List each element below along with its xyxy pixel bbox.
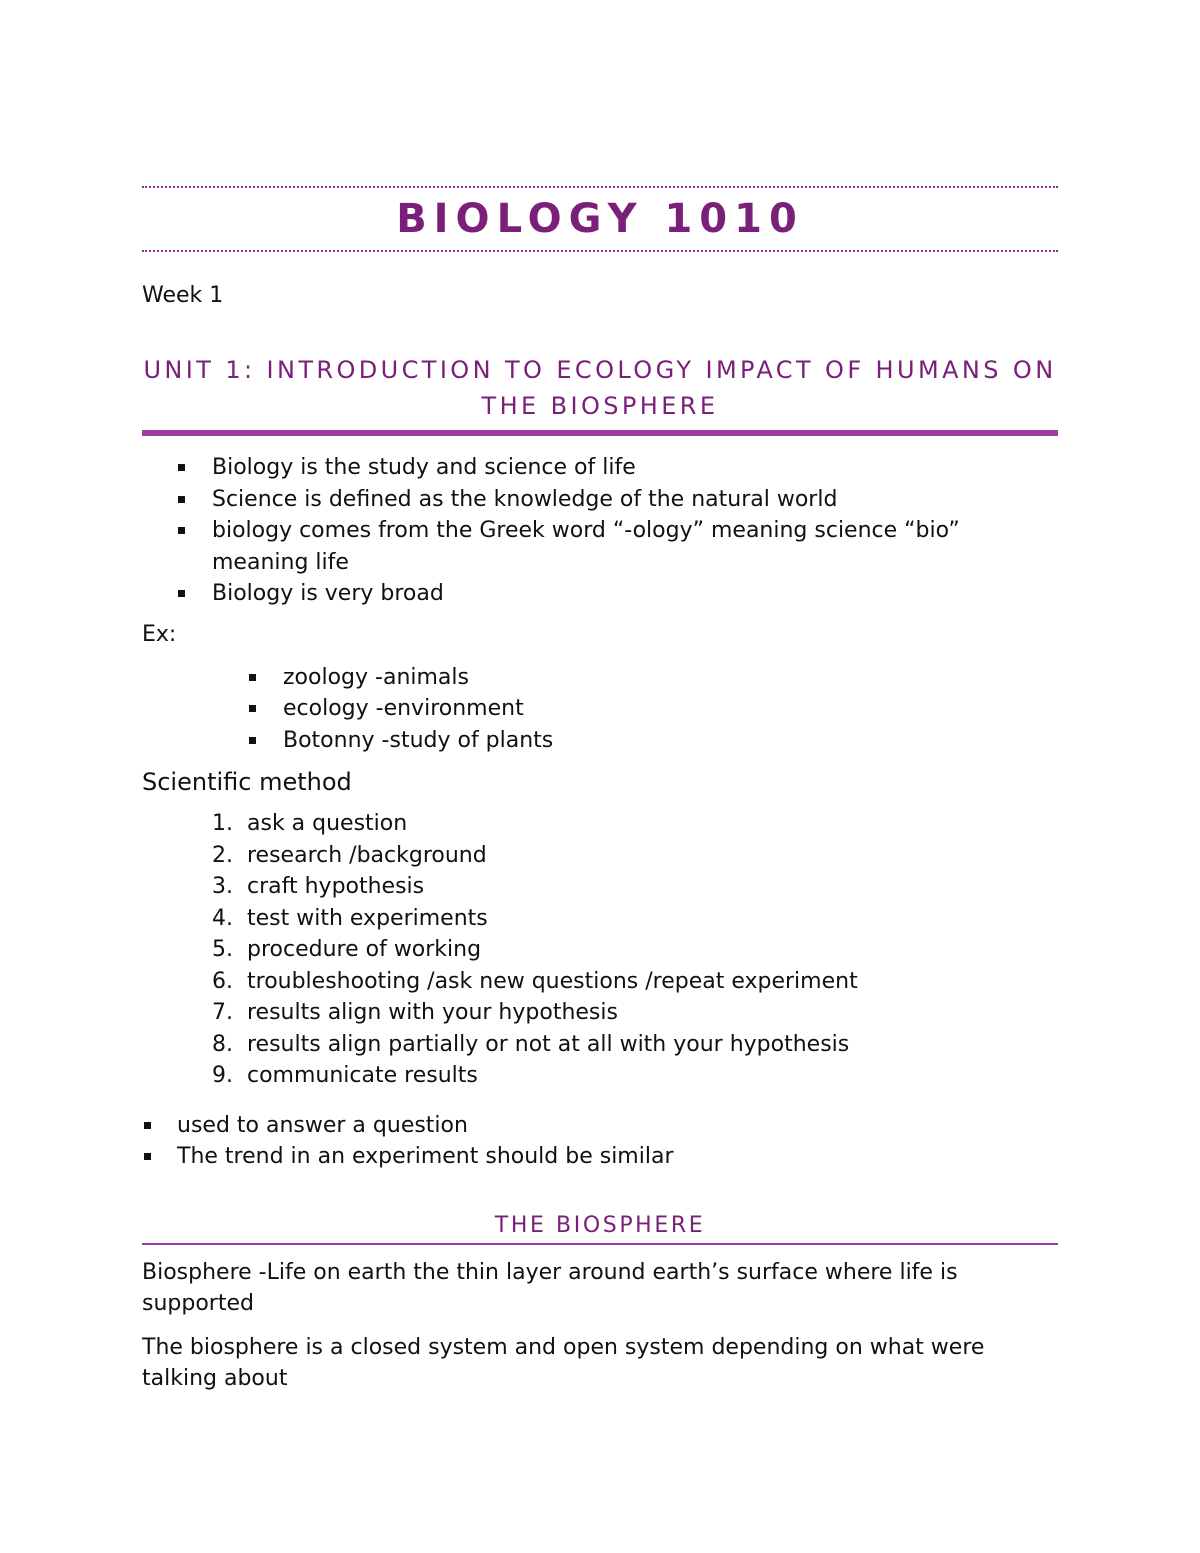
list-item: used to answer a question — [142, 1110, 1058, 1142]
step-text: results align with your hypothesis — [247, 1000, 618, 1025]
step-number: 7. — [212, 1000, 233, 1025]
method-notes-list — [142, 1110, 1058, 1173]
step-number: 9. — [212, 1063, 233, 1088]
list-item: ecology -environment — [142, 693, 1058, 725]
list-item: The trend in an experiment should be similar — [142, 1141, 1058, 1173]
step-number: 4. — [212, 905, 233, 931]
examples-label: Ex: — [142, 621, 177, 647]
step-text: test with experiments — [247, 905, 488, 931]
week-label: Week 1 — [142, 283, 224, 308]
list-item — [142, 966, 1058, 998]
list-item — [142, 840, 1058, 872]
list-item — [142, 997, 1058, 1029]
scientific-method-steps — [142, 808, 1058, 1092]
step-number: 8. — [212, 1031, 233, 1057]
step-text: procedure of working — [247, 937, 482, 962]
list-item — [142, 808, 1058, 840]
document-page — [142, 186, 1058, 1395]
list-item — [142, 1029, 1058, 1061]
title-bottom-rule — [142, 250, 1058, 252]
step-number: 2. — [212, 842, 233, 868]
step-number: 3. — [212, 874, 233, 899]
biosphere-paragraph: Biosphere -Life on earth the thin layer around earth’s surface where life is supported — [142, 1259, 958, 1316]
list-item: zoology -animals — [142, 662, 1058, 694]
list-item — [142, 903, 1058, 935]
step-text: research /background — [247, 842, 487, 868]
step-text: communicate results — [247, 1063, 478, 1088]
scientific-method-heading: Scientific method — [142, 768, 352, 796]
list-item — [142, 1060, 1058, 1092]
biosphere-heading: THE BIOSPHERE — [142, 1211, 1058, 1245]
list-item — [142, 934, 1058, 966]
examples-list — [142, 662, 1058, 757]
list-item: Science is defined as the knowledge of the natural world — [142, 484, 1058, 516]
list-item: Biology is the study and science of life — [142, 452, 1058, 484]
step-text: results align partially or not at all with your hypothesis — [247, 1031, 850, 1057]
document-title: BIOLOGY 1010 — [396, 196, 804, 242]
biosphere-paragraph: The biosphere is a closed system and open system depending on what were talking about — [142, 1334, 985, 1391]
step-number: 6. — [212, 968, 233, 994]
step-number: 1. — [212, 811, 233, 836]
list-item: Botonny -study of plants — [142, 725, 1058, 757]
list-item: biology comes from the Greek word “-ology” meaning science “bio” meaning life — [142, 515, 1058, 578]
step-text: craft hypothesis — [247, 874, 425, 899]
list-item — [142, 871, 1058, 903]
list-item: Biology is very broad — [142, 578, 1058, 610]
step-text: ask a question — [247, 811, 408, 836]
step-text: troubleshooting /ask new questions /repeat experiment — [247, 968, 858, 994]
step-number: 5. — [212, 937, 233, 962]
unit-heading: UNIT 1: INTRODUCTION TO ECOLOGY IMPACT OF HUMANS ON THE BIOSPHERE — [142, 352, 1058, 436]
intro-bullet-list — [142, 452, 1058, 610]
